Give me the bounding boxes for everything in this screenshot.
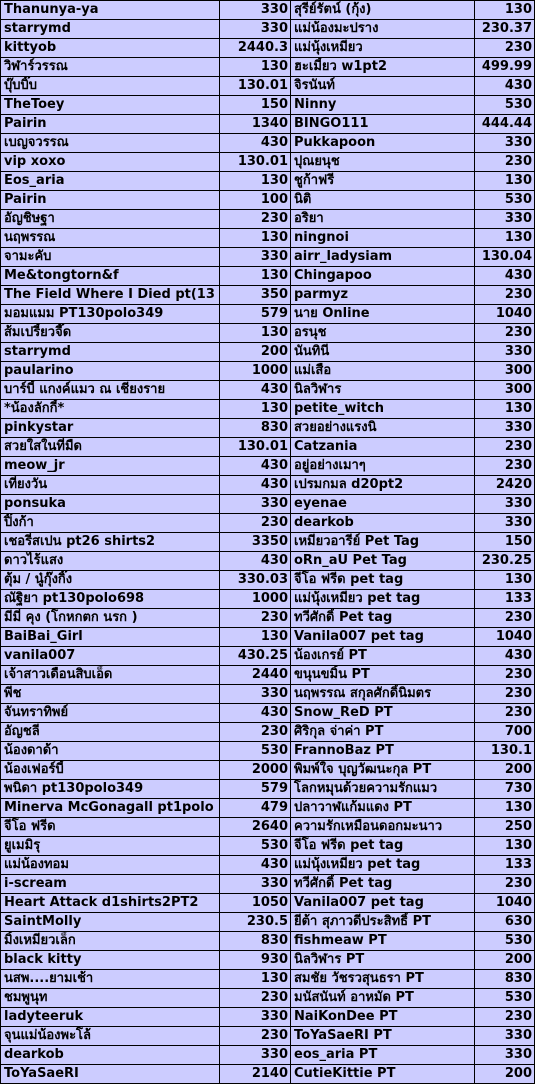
table-row (1, 571, 535, 590)
donation-amount-cell: 130 (475, 837, 535, 856)
table-row (1, 628, 535, 647)
table-row (1, 210, 535, 229)
donor-name-cell: เหมียวอารีย์ Pet Tag (291, 533, 475, 552)
donor-name-cell: ชมพูนุท (1, 989, 220, 1008)
table-row (1, 723, 535, 742)
donor-name-cell: kittyob (1, 39, 220, 58)
donation-amount-cell: 430 (475, 647, 535, 666)
donation-amount-cell: 579 (220, 780, 291, 799)
donor-name-cell: BINGO111 (291, 115, 475, 134)
table-row (1, 457, 535, 476)
donor-name-cell: Heart Attack d1shirts2PT2 (1, 894, 220, 913)
table-row (1, 533, 535, 552)
table-row (1, 951, 535, 970)
donor-name-cell: ปิ๊งก้า (1, 514, 220, 533)
donor-name-cell: petite_witch (291, 400, 475, 419)
table-row (1, 191, 535, 210)
donation-amount-cell: 430 (475, 77, 535, 96)
table-row (1, 780, 535, 799)
donor-name-cell: นฤพรรณ (1, 229, 220, 248)
donor-name-cell: pinkystar (1, 419, 220, 438)
table-row (1, 837, 535, 856)
table-row (1, 362, 535, 381)
donation-amount-cell: 300 (475, 381, 535, 400)
donation-amount-cell: 530 (220, 742, 291, 761)
donor-name-cell: Vanila007 pet tag (291, 628, 475, 647)
donation-amount-cell: 3350 (220, 533, 291, 552)
donor-name-cell: eyenae (291, 495, 475, 514)
donation-amount-cell: 830 (220, 419, 291, 438)
donation-amount-cell: 330 (220, 495, 291, 514)
donor-name-cell: ส้มเปรี้ยวจี๊ด (1, 324, 220, 343)
donation-amount-cell: 130 (220, 970, 291, 989)
donor-name-cell: อยู่อย่างเมาๆ (291, 457, 475, 476)
donation-amount-cell: 250 (475, 818, 535, 837)
table-row (1, 666, 535, 685)
donor-name-cell: ladyteeruk (1, 1008, 220, 1027)
donation-amount-cell: 330 (475, 1046, 535, 1065)
table-row (1, 514, 535, 533)
donation-amount-cell: 130.04 (475, 248, 535, 267)
donation-amount-cell: 430 (220, 856, 291, 875)
table-row (1, 704, 535, 723)
donation-amount-cell: 700 (475, 723, 535, 742)
table-row (1, 932, 535, 951)
donation-amount-cell: 1000 (220, 590, 291, 609)
donor-name-cell: แม่น้องมะปราง (291, 20, 475, 39)
donation-amount-cell: 530 (220, 837, 291, 856)
donor-name-cell: vip xoxo (1, 153, 220, 172)
donation-amount-cell: 230 (220, 210, 291, 229)
donation-amount-cell: 230 (475, 704, 535, 723)
donor-name-cell: ยูเมมิรุ (1, 837, 220, 856)
donation-amount-cell: 230 (475, 324, 535, 343)
donation-amount-cell: 130 (475, 1, 535, 20)
donation-amount-cell: 330 (220, 20, 291, 39)
donor-name-cell: Chingapoo (291, 267, 475, 286)
donor-name-cell: สวยใสในที่มืด (1, 438, 220, 457)
donor-name-cell: oRn_aU Pet Tag (291, 552, 475, 571)
donor-name-cell: vanila007 (1, 647, 220, 666)
donor-name-cell: อัญชลี (1, 723, 220, 742)
donor-name-cell: น้องดาด้า (1, 742, 220, 761)
table-row (1, 1, 535, 20)
donation-amount-cell: 330 (475, 419, 535, 438)
donation-amount-cell: 430 (220, 134, 291, 153)
donor-name-cell: แม่น้องทอม (1, 856, 220, 875)
donor-name-cell: meow_jr (1, 457, 220, 476)
donation-amount-cell: 230 (475, 1008, 535, 1027)
donation-amount-cell: 479 (220, 799, 291, 818)
donation-amount-cell: 230.5 (220, 913, 291, 932)
donation-amount-cell: 230 (220, 514, 291, 533)
donation-amount-cell: 330 (475, 210, 535, 229)
donation-amount-cell: 300 (475, 362, 535, 381)
donation-amount-cell: 130.01 (220, 438, 291, 457)
table-row (1, 229, 535, 248)
donation-amount-cell: 330 (475, 343, 535, 362)
table-row (1, 647, 535, 666)
donation-amount-cell: 530 (475, 932, 535, 951)
donation-amount-cell: 730 (475, 780, 535, 799)
donation-amount-cell: 230 (475, 153, 535, 172)
donation-amount-cell: 2640 (220, 818, 291, 837)
donor-name-cell: ความรักเหมือนดอกมะนาว (291, 818, 475, 837)
donation-amount-cell: 130 (475, 400, 535, 419)
donation-amount-cell: 150 (220, 96, 291, 115)
donor-name-cell: dearkob (1, 1046, 220, 1065)
donation-amount-cell: 130 (475, 172, 535, 191)
donation-amount-cell: 630 (475, 913, 535, 932)
donation-amount-cell: 130.01 (220, 77, 291, 96)
table-row (1, 20, 535, 39)
donation-amount-cell: 200 (220, 343, 291, 362)
donor-name-cell: ponsuka (1, 495, 220, 514)
donation-amount-cell: 330 (475, 495, 535, 514)
table-row (1, 248, 535, 267)
donor-name-cell: นิติ (291, 191, 475, 210)
donation-amount-cell: 330 (475, 134, 535, 153)
donor-name-cell: FrannoBaz PT (291, 742, 475, 761)
donation-amount-cell: 330 (220, 1008, 291, 1027)
donor-name-cell: มิ้งเหมียวเล็ก (1, 932, 220, 951)
donor-name-cell: เบญจวรรณ (1, 134, 220, 153)
donation-amount-cell: 1340 (220, 115, 291, 134)
donation-amount-cell: 200 (475, 761, 535, 780)
donor-name-cell: จามะคับ (1, 248, 220, 267)
donation-amount-cell: 230 (475, 438, 535, 457)
donor-name-cell: ตุ้ม / นู๋กุ๊งกิ๊ง (1, 571, 220, 590)
donor-name-cell: starrymd (1, 343, 220, 362)
donor-name-cell: นันทินี (291, 343, 475, 362)
donor-name-cell: แม่นุ้งเหมียว pet tag (291, 590, 475, 609)
table-row (1, 77, 535, 96)
donation-amount-cell: 230 (475, 457, 535, 476)
donor-name-cell: fishmeaw PT (291, 932, 475, 951)
donation-amount-cell: 230 (475, 685, 535, 704)
table-row (1, 172, 535, 191)
donation-amount-cell: 130 (220, 229, 291, 248)
donor-name-cell: เชอรี่สเปน pt26 shirts2 (1, 533, 220, 552)
table-row (1, 761, 535, 780)
donor-name-cell: โลกหมุนด้วยความรักแมว (291, 780, 475, 799)
donor-name-cell: ToYaSaeRI PT (291, 1027, 475, 1046)
donor-name-cell: i-scream (1, 875, 220, 894)
donation-amount-cell: 130 (220, 267, 291, 286)
donor-name-cell: ฮะเมี้ยว w1pt2 (291, 58, 475, 77)
donation-amount-cell: 2420 (475, 476, 535, 495)
donation-amount-cell: 100 (220, 191, 291, 210)
donation-amount-cell: 330 (475, 1027, 535, 1046)
donor-name-cell: ทวีศักดิ์ Pet tag (291, 875, 475, 894)
donation-amount-cell: 130 (475, 229, 535, 248)
donor-name-cell: จุนแม่น้องพะโล้ (1, 1027, 220, 1046)
donor-name-cell: ToYaSaeRI (1, 1065, 220, 1084)
donor-name-cell: TheToey (1, 96, 220, 115)
donor-name-cell: อัญชิษฐา (1, 210, 220, 229)
donor-name-cell: อริยา (291, 210, 475, 229)
donation-amount-cell: 330 (220, 248, 291, 267)
donation-amount-cell: 230.37 (475, 20, 535, 39)
donor-name-cell: เปรมกมล d20pt2 (291, 476, 475, 495)
donor-name-cell: ชูก้าฟรี (291, 172, 475, 191)
donor-name-cell: นฤพรรณ สกุลศักดิ์นิมตร (291, 685, 475, 704)
table-row (1, 96, 535, 115)
donor-name-cell: parmyz (291, 286, 475, 305)
table-row (1, 286, 535, 305)
donor-name-cell: น้องเกรย์ PT (291, 647, 475, 666)
donation-amount-cell: 530 (475, 989, 535, 1008)
donation-amount-cell: 830 (475, 970, 535, 989)
donor-name-cell: ขนุนขมิ้น PT (291, 666, 475, 685)
donor-name-cell: มีมี่ คุง (โกหกตก นรก ) (1, 609, 220, 628)
donation-amount-cell: 230 (220, 1027, 291, 1046)
donation-amount-cell: 230 (475, 39, 535, 58)
table-row (1, 685, 535, 704)
table-row (1, 324, 535, 343)
donation-amount-cell: 230 (475, 666, 535, 685)
donation-amount-cell: 330 (220, 1, 291, 20)
donation-amount-cell: 130 (220, 172, 291, 191)
table-row (1, 115, 535, 134)
table-row (1, 39, 535, 58)
table-row (1, 343, 535, 362)
donor-name-cell: ศิริกุล จ่าค่า PT (291, 723, 475, 742)
table-row (1, 381, 535, 400)
donor-name-cell: CutieKittie PT (291, 1065, 475, 1084)
donation-amount-cell: 444.44 (475, 115, 535, 134)
donation-amount-cell: 350 (220, 286, 291, 305)
donation-amount-cell: 830 (220, 932, 291, 951)
donation-amount-cell: 430 (220, 476, 291, 495)
donor-name-cell: NaiKonDee PT (291, 1008, 475, 1027)
donation-amount-cell: 1050 (220, 894, 291, 913)
donor-name-cell: แม่นุ้งเหมียว (291, 39, 475, 58)
donor-name-cell: นิลวิฬาร (291, 381, 475, 400)
table-row (1, 153, 535, 172)
donor-name-cell: ดาวไร้แสง (1, 552, 220, 571)
donor-name-cell: ปลาวาฬแก้มแดง PT (291, 799, 475, 818)
donation-amount-cell: 230 (475, 286, 535, 305)
donor-name-cell: สุรีย์รัตน์ (กุ้ง) (291, 1, 475, 20)
donor-name-cell: ปุณยนุช (291, 153, 475, 172)
donation-amount-cell: 430 (475, 267, 535, 286)
donor-name-cell: black kitty (1, 951, 220, 970)
donation-amount-cell: 230 (220, 609, 291, 628)
table-row (1, 1008, 535, 1027)
donation-amount-cell: 133 (475, 590, 535, 609)
table-row (1, 1046, 535, 1065)
donor-name-cell: The Field Where I Died pt(13 (1, 286, 220, 305)
donation-amount-cell: 1040 (475, 628, 535, 647)
donor-name-cell: น้องเฟอร์บี้ (1, 761, 220, 780)
donor-name-cell: eos_aria PT (291, 1046, 475, 1065)
donation-amount-cell: 430 (220, 552, 291, 571)
donation-amount-cell: 330 (220, 1046, 291, 1065)
table-row (1, 590, 535, 609)
donor-name-cell: นิลวิฬาร PT (291, 951, 475, 970)
donation-amount-cell: 130.1 (475, 742, 535, 761)
donor-name-cell: Pairin (1, 191, 220, 210)
donor-name-cell: SaintMolly (1, 913, 220, 932)
donor-name-cell: Pairin (1, 115, 220, 134)
donation-amount-cell: 200 (475, 951, 535, 970)
donor-name-cell: จีโอ ฟรีด pet tag (291, 837, 475, 856)
donor-name-cell: จีโอ ฟรีด (1, 818, 220, 837)
donation-amount-cell: 130 (220, 58, 291, 77)
table-row (1, 552, 535, 571)
donation-amount-cell: 579 (220, 305, 291, 324)
donation-amount-cell: 430 (220, 457, 291, 476)
table-row (1, 742, 535, 761)
donation-amount-cell: 150 (475, 533, 535, 552)
donor-name-cell: paularino (1, 362, 220, 381)
donor-name-cell: *น้องลักกี้* (1, 400, 220, 419)
donor-name-cell: ณัฐิยา pt130polo698 (1, 590, 220, 609)
donation-amount-cell: 930 (220, 951, 291, 970)
table-row (1, 400, 535, 419)
table-row (1, 989, 535, 1008)
donor-name-cell: จีโอ ฟรีด pet tag (291, 571, 475, 590)
table-row (1, 476, 535, 495)
donation-amount-cell: 130 (220, 400, 291, 419)
donor-name-cell: ยีต้า สุภาวดีประสิทธิ์ PT (291, 913, 475, 932)
donation-amount-cell: 130 (475, 571, 535, 590)
donor-name-cell: สวยอย่างแรงนิ (291, 419, 475, 438)
donor-name-cell: สมชัย วัชรวสุนธรา PT (291, 970, 475, 989)
donor-name-cell: มนัสนันท์ อาหมัด PT (291, 989, 475, 1008)
donor-name-cell: พนิดา pt130polo349 (1, 780, 220, 799)
donation-amount-cell: 1040 (475, 894, 535, 913)
donation-amount-cell: 530 (475, 191, 535, 210)
donation-amount-cell: 230.25 (475, 552, 535, 571)
table-row (1, 1065, 535, 1084)
donor-name-cell: พีช (1, 685, 220, 704)
donation-amount-cell: 130 (220, 324, 291, 343)
donor-name-cell: starrymd (1, 20, 220, 39)
donation-amount-cell: 1040 (475, 305, 535, 324)
donor-name-cell: แม่นุ้งเหมียว pet tag (291, 856, 475, 875)
donor-name-cell: dearkob (291, 514, 475, 533)
table-row (1, 875, 535, 894)
donor-name-cell: Ninny (291, 96, 475, 115)
donor-name-cell: บุ๊บบิ๊บ (1, 77, 220, 96)
donor-name-cell: อรนุช (291, 324, 475, 343)
donor-name-cell: Snow_ReD PT (291, 704, 475, 723)
table-row (1, 799, 535, 818)
donation-amount-cell: 230 (220, 989, 291, 1008)
donation-amount-cell: 133 (475, 856, 535, 875)
table-row (1, 305, 535, 324)
table-row (1, 495, 535, 514)
donor-name-cell: มอมแมม PT130polo349 (1, 305, 220, 324)
donation-amount-cell: 1000 (220, 362, 291, 381)
donor-name-cell: บาร์บี้ แกงค์แมว ณ เชียงราย (1, 381, 220, 400)
table-row (1, 856, 535, 875)
table-row (1, 438, 535, 457)
table-row (1, 134, 535, 153)
donor-name-cell: เที่ยงวัน (1, 476, 220, 495)
donation-amount-cell: 430.25 (220, 647, 291, 666)
donor-name-cell: Minerva McGonagall pt1polo (1, 799, 220, 818)
donation-amount-cell: 2440 (220, 666, 291, 685)
donation-amount-cell: 499.99 (475, 58, 535, 77)
donation-amount-cell: 130 (475, 799, 535, 818)
donor-name-cell: จันทราทิพย์ (1, 704, 220, 723)
table-row (1, 970, 535, 989)
donation-amount-cell: 330 (220, 875, 291, 894)
table-row (1, 894, 535, 913)
table-row (1, 609, 535, 628)
donor-name-cell: พิมพ์ใจ บุญวัฒนะกุล PT (291, 761, 475, 780)
table-row (1, 818, 535, 837)
donation-amount-cell: 230 (220, 723, 291, 742)
donation-amount-cell: 2000 (220, 761, 291, 780)
table-row (1, 913, 535, 932)
donation-amount-cell: 2440.3 (220, 39, 291, 58)
donation-amount-cell: 330.03 (220, 571, 291, 590)
table-row (1, 267, 535, 286)
table-row (1, 1027, 535, 1046)
donation-amount-cell: 130 (220, 628, 291, 647)
table-row (1, 58, 535, 77)
table-row (1, 419, 535, 438)
donor-name-cell: Thanunya-ya (1, 1, 220, 20)
donor-name-cell: นสพ....ยามเช้า (1, 970, 220, 989)
donor-name-cell: airr_ladysiam (291, 248, 475, 267)
donation-amount-cell: 430 (220, 704, 291, 723)
donation-amount-cell: 130.01 (220, 153, 291, 172)
donation-amount-cell: 230 (475, 609, 535, 628)
donor-name-cell: Me&tongtorn&f (1, 267, 220, 286)
donor-name-cell: Vanila007 pet tag (291, 894, 475, 913)
donor-name-cell: เจ้าสาวเดือนสิบเอ็ด (1, 666, 220, 685)
donor-name-cell: Catzania (291, 438, 475, 457)
donor-name-cell: ทวีศักดิ์ Pet tag (291, 609, 475, 628)
donation-amount-cell: 430 (220, 381, 291, 400)
donor-name-cell: จิรนันท์ (291, 77, 475, 96)
donor-name-cell: BaiBai_Girl (1, 628, 220, 647)
donor-name-cell: Pukkapoon (291, 134, 475, 153)
donation-amount-cell: 2140 (220, 1065, 291, 1084)
donor-name-cell: ningnoi (291, 229, 475, 248)
donation-amount-cell: 330 (475, 514, 535, 533)
donor-name-cell: แม่เสือ (291, 362, 475, 381)
donor-name-cell: วิฬาร์วรรณ (1, 58, 220, 77)
donation-amount-cell: 200 (475, 1065, 535, 1084)
donation-amount-cell: 330 (220, 685, 291, 704)
donor-name-cell: นาย Online (291, 305, 475, 324)
donor-name-cell: Eos_aria (1, 172, 220, 191)
donation-amount-cell: 530 (475, 96, 535, 115)
donation-amount-cell: 230 (475, 875, 535, 894)
